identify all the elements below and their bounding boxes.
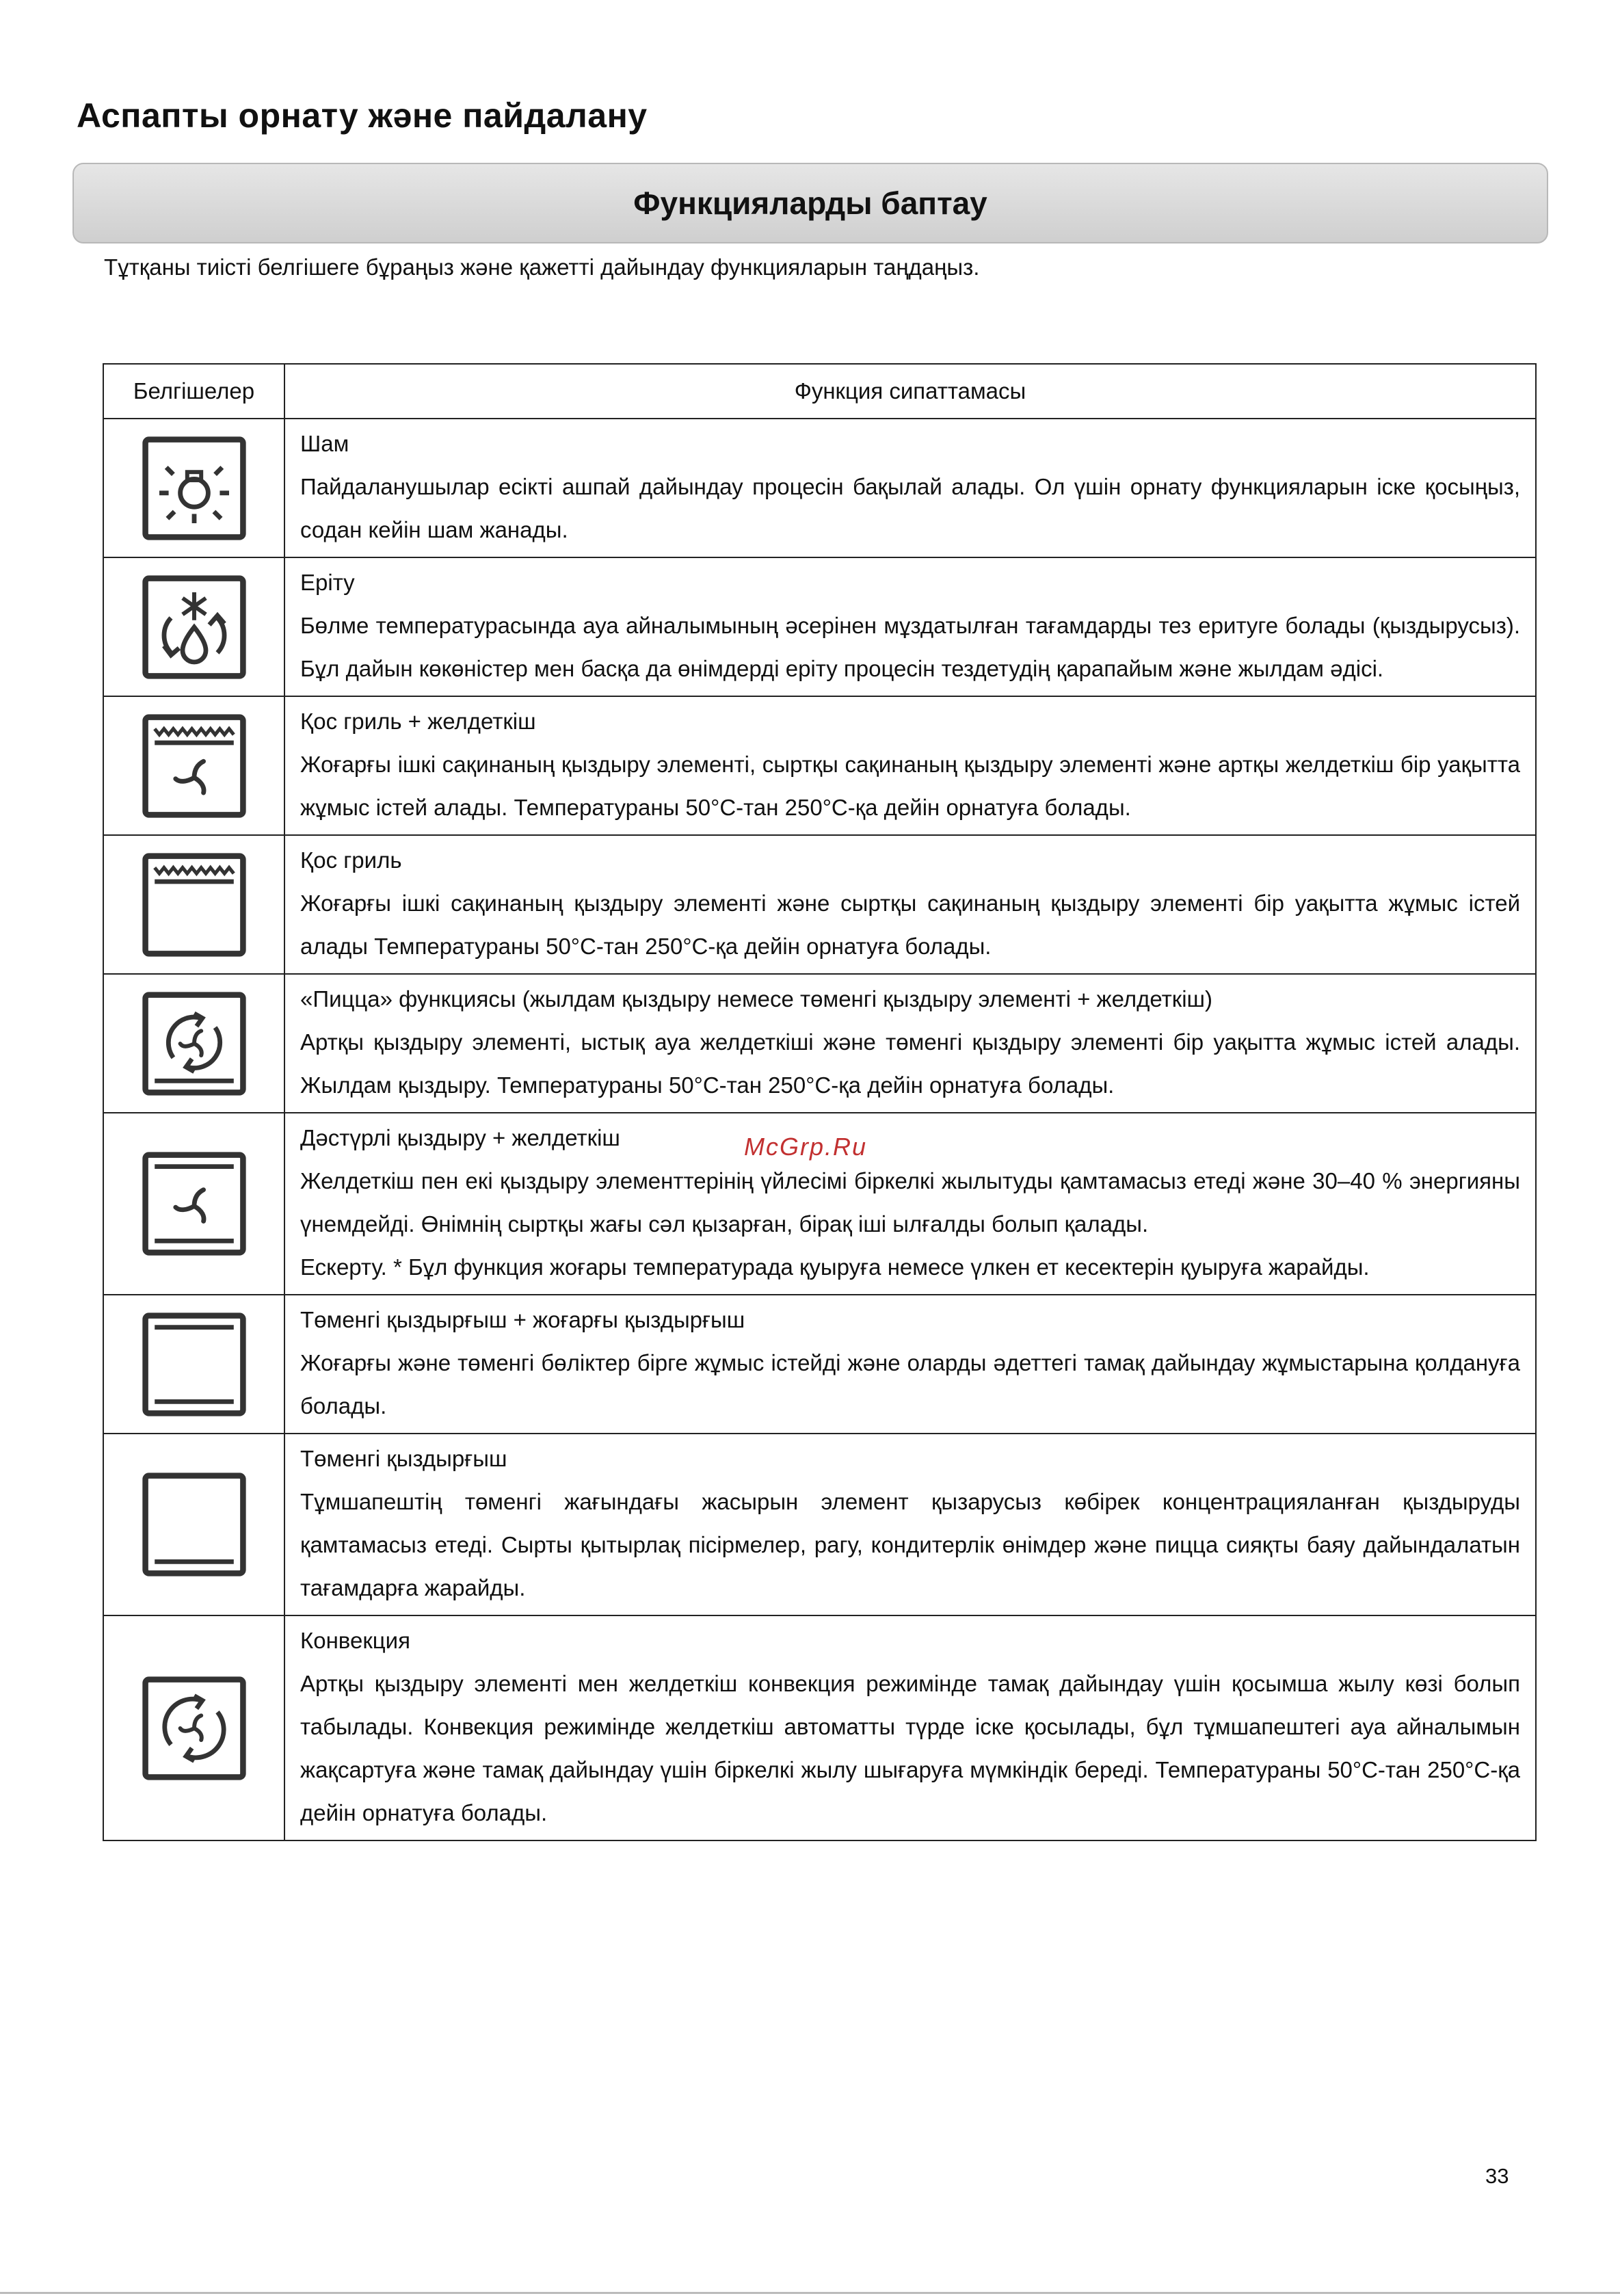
function-description: Пайдаланушылар есікті ашпай дайындау процесін бақылай алады. Ол үшін орнату функцияларын іске қосыңыз, содан кейін шам жанады. xyxy=(300,474,1520,542)
function-description: Желдеткіш пен екі қыздыру элементтерінің үйлесімі біркелкі жылытуды қамтамасыз етеді және 30–40 % энергияны үнемдейді. Өнімнің сыртқы жағы сәл қызарған, бірақ іші ылғалды болып қалады. xyxy=(300,1168,1520,1237)
functions-table xyxy=(103,363,1537,1841)
icon-cell xyxy=(103,1615,284,1840)
intro-text: Тұтқаны тиісті белгішеге бұраңыз және қажетті дайындау функцияларын таңдаңыз. xyxy=(104,254,980,280)
convection-icon xyxy=(136,1670,252,1786)
header-icons: Белгішелер xyxy=(103,364,284,419)
function-description: Жоғарғы және төменгі бөліктер бірге жұмыс істейді және оларды әдеттегі тамақ дайындау жұмыстарына қолдануға болады. xyxy=(300,1350,1520,1418)
function-name: Еріту xyxy=(300,570,355,595)
description-cell xyxy=(284,1295,1536,1434)
function-name: «Пицца» функциясы (жылдам қыздыру немесе төменгі қыздыру элементі + желдеткіш) xyxy=(300,986,1212,1012)
defrost-icon xyxy=(136,569,252,685)
page-title: Аспапты орнату және пайдалану xyxy=(77,96,648,135)
description-cell xyxy=(284,1113,1536,1295)
function-name: Дәстүрлі қыздыру + желдеткіш xyxy=(300,1125,620,1150)
function-name: Қос гриль + желдеткіш xyxy=(300,709,536,734)
footer-divider xyxy=(0,2292,1620,2294)
function-description: Тұмшапештің төменгі жағындағы жасырын элемент қызарусыз көбірек концентрацияланған қыздыруды қамтамасыз етеді. Сырты қытырлақ пісірмелер, рагу, кондитерлік өнімдер және пицца сияқты баяу дайындалатын тағамдарға жарайды. xyxy=(300,1489,1520,1600)
function-description: Жоғарғы ішкі сақинаның қыздыру элементі және сыртқы сақинаның қыздыру элементі бір уақытта жұмыс істей алады Температураны 50°C-тан 250°C-қа дейін орнатуға болады. xyxy=(300,890,1520,959)
table-row xyxy=(103,974,1536,1113)
function-description: Жоғарғы ішкі сақинаның қыздыру элементі, сыртқы сақинаның қыздыру элементі және артқы желдеткіш бір уақытта жұмыс істей алады. Температураны 50°C-тан 250°C-қа дейін орнатуға болады. xyxy=(300,752,1520,820)
description-cell xyxy=(284,696,1536,835)
function-note: Ескерту. * Бұл функция жоғары температурада қуыруға немесе үлкен ет кесектерін қуыруға жарайды. xyxy=(300,1254,1370,1280)
icon-cell xyxy=(103,1295,284,1434)
description-cell xyxy=(284,835,1536,974)
icon-cell xyxy=(103,696,284,835)
double-grill-icon xyxy=(136,847,252,963)
function-name: Шам xyxy=(300,431,349,456)
table-row xyxy=(103,419,1536,557)
icon-cell xyxy=(103,974,284,1113)
table-row xyxy=(103,1615,1536,1840)
page-number: 33 xyxy=(1485,2164,1509,2188)
double-grill-fan-icon xyxy=(136,708,252,824)
header-description: Функция сипаттамасы xyxy=(284,364,1536,419)
table-row xyxy=(103,1434,1536,1615)
description-cell xyxy=(284,419,1536,557)
description-cell xyxy=(284,974,1536,1113)
icon-cell xyxy=(103,557,284,696)
top-bottom-heat-icon xyxy=(136,1306,252,1423)
function-name: Төменгі қыздырғыш + жоғарғы қыздырғыш xyxy=(300,1307,745,1332)
description-cell xyxy=(284,557,1536,696)
description-cell xyxy=(284,1434,1536,1615)
pizza-icon xyxy=(136,986,252,1102)
table-row xyxy=(103,696,1536,835)
lamp-icon xyxy=(136,430,252,546)
icon-cell xyxy=(103,1434,284,1615)
icon-cell xyxy=(103,419,284,557)
function-name: Конвекция xyxy=(300,1628,410,1653)
section-title: Функцияларды баптау xyxy=(633,185,987,221)
bottom-heat-icon xyxy=(136,1466,252,1583)
function-name: Қос гриль xyxy=(300,847,402,873)
conventional-fan-icon xyxy=(136,1146,252,1262)
table-row xyxy=(103,835,1536,974)
icon-cell xyxy=(103,1113,284,1295)
watermark-text: McGrp.Ru xyxy=(744,1133,868,1161)
table-header-row xyxy=(103,364,1536,419)
icon-cell xyxy=(103,835,284,974)
table-row xyxy=(103,1295,1536,1434)
section-banner xyxy=(72,163,1548,243)
function-description: Артқы қыздыру элементі мен желдеткіш конвекция режимінде тамақ дайындау үшін қосымша жылу көзі болып табылады. Конвекция режимінде желдеткіш автоматты түрде іске қосылады, бұл тұмшапештегі ауа айналымын жақсартуға және тамақ дайындау үшін біркелкі жылу шығаруға мүмкіндік береді. Температураны 50°C-тан 250°C-қа дейін орнатуға болады. xyxy=(300,1671,1520,1825)
function-description: Бөлме температурасында ауа айналымының әсерінен мұздатылған тағамдарды тез еритуге болады (қыздырусыз). Бұл дайын көкөністер мен басқа да өнімдерді еріту процесін тездетудің қарапайым және жылдам әдісі. xyxy=(300,613,1520,681)
function-description: Артқы қыздыру элементі, ыстық ауа желдеткіші және төменгі қыздыру элементі бір уақытта жұмыс істей алады. Жылдам қыздыру. Температураны 50°C-тан 250°C-қа дейін орнатуға болады. xyxy=(300,1029,1520,1098)
function-name: Төменгі қыздырғыш xyxy=(300,1446,507,1471)
description-cell xyxy=(284,1615,1536,1840)
table-row xyxy=(103,557,1536,696)
